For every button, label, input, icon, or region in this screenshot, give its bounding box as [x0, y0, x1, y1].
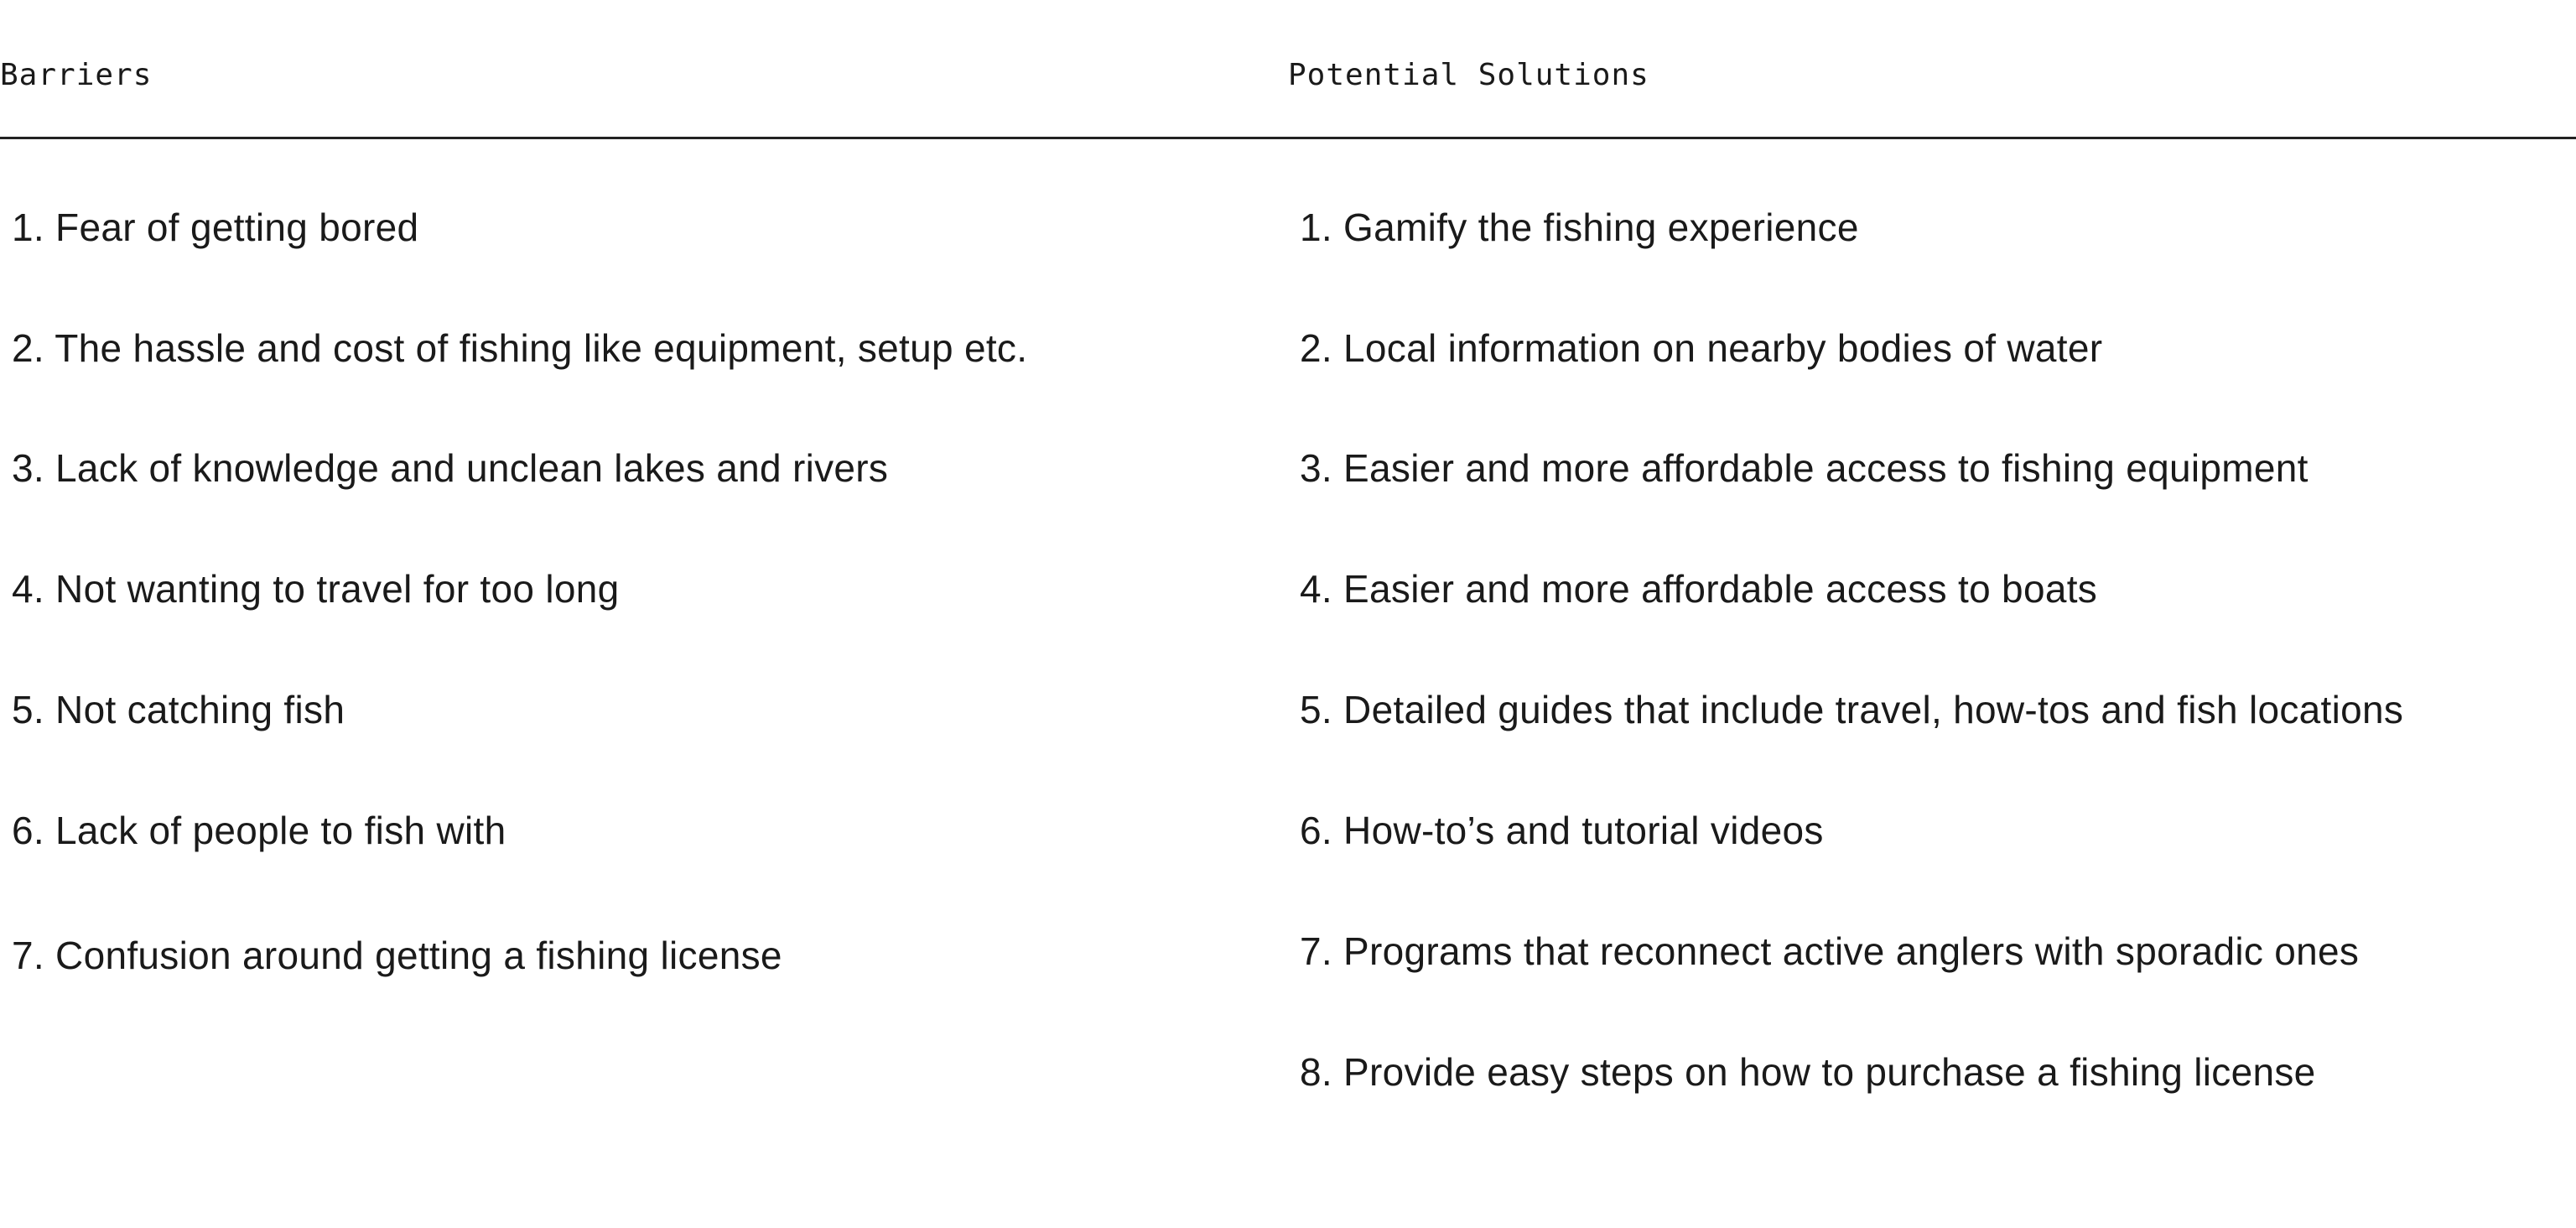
barrier-item-2: 2. The hassle and cost of fishing like equipment, setup etc. — [12, 326, 1028, 370]
solution-item-1: 1. Gamify the fishing experience — [1300, 206, 1859, 249]
solution-item-2: 2. Local information on nearby bodies of water — [1300, 326, 2103, 370]
solutions-column-heading: Potential Solutions — [1288, 58, 1649, 92]
barrier-item-6: 6. Lack of people to fish with — [12, 809, 506, 852]
solution-item-7: 7. Programs that reconnect active anglers with sporadic ones — [1300, 929, 2360, 973]
barrier-item-7: 7. Confusion around getting a fishing license — [12, 934, 782, 977]
solution-item-8: 8. Provide easy steps on how to purchase a fishing license — [1300, 1050, 2316, 1094]
table-header-row — [0, 0, 2576, 139]
solution-item-5: 5. Detailed guides that include travel, how-tos and fish locations — [1300, 688, 2404, 731]
barriers-column-heading: Barriers — [0, 58, 153, 92]
solution-item-3: 3. Easier and more affordable access to fishing equipment — [1300, 446, 2309, 490]
barrier-item-5: 5. Not catching fish — [12, 688, 345, 731]
solution-item-6: 6. How-to’s and tutorial videos — [1300, 809, 1824, 852]
barrier-item-4: 4. Not wanting to travel for too long — [12, 567, 620, 611]
barrier-item-3: 3. Lack of knowledge and unclean lakes and rivers — [12, 446, 889, 490]
solution-item-4: 4. Easier and more affordable access to boats — [1300, 567, 2098, 611]
barrier-item-1: 1. Fear of getting bored — [12, 206, 419, 249]
